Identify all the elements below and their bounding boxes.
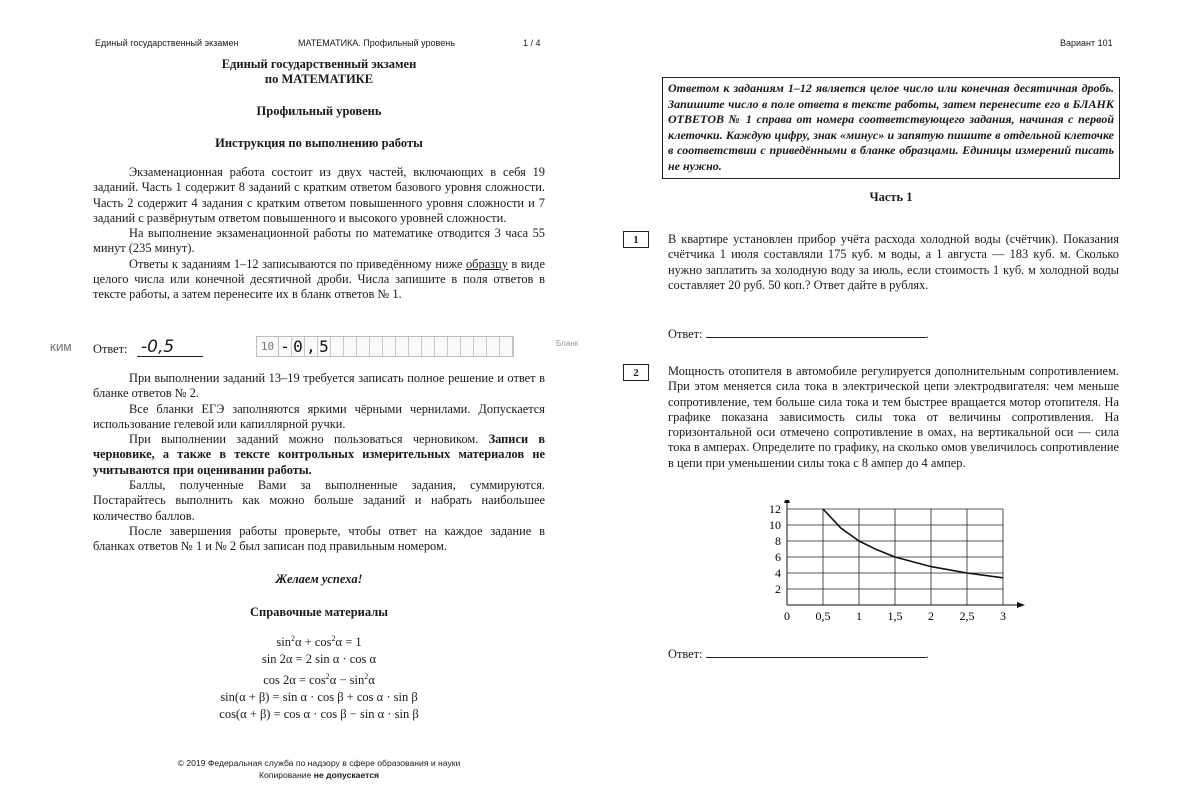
- formula-3: $\cos 2\alpha = \cos^2\alpha - \sin^2\alpha$: [263, 672, 375, 688]
- task-number-1: 1: [623, 231, 649, 248]
- header-exam: Единый государственный экзамен: [95, 38, 239, 48]
- y-tick-label: 2: [775, 582, 781, 596]
- sample-handwritten-answer: -0,5: [141, 337, 175, 357]
- x-tick-label: 1,5: [887, 609, 903, 623]
- form-cell: [409, 337, 422, 356]
- form-cell: [422, 337, 435, 356]
- task-1-answer: Ответ: .: [668, 327, 929, 341]
- footer-copy-notice: Копирование не допускается: [259, 770, 379, 780]
- task-1-answer-field[interactable]: [706, 325, 926, 338]
- formula-4: sin(α + β) = sin α · cos β + cos α · sin β: [220, 690, 418, 705]
- y-tick-label: 4: [775, 566, 781, 580]
- instruction-paragraph: При выполнении заданий 13–19 требуется записать полное решение и ответ в бланке ответов № 2.: [93, 371, 545, 401]
- task-1-text: В квартире установлен прибор учёта расхода холодной воды (счётчик). Показания счётчика 1 июля составляли 175 куб. м воды, а 1 августа — 183 куб. м. Сколько нужно заплатить за холодную воду за июль, если стоимость 1 куб. м холодной воды составляет 20 руб. 50 коп.? Ответ дайте в рублях.: [668, 232, 1119, 292]
- y-tick-label: 12: [769, 502, 781, 516]
- kim-label: КИМ: [50, 343, 72, 354]
- task-2-answer: Ответ: .: [668, 647, 929, 661]
- form-cell: [461, 337, 474, 356]
- reference-title: Справочные материалы: [249, 605, 389, 619]
- x-tick-label: 0: [784, 609, 790, 623]
- y-tick-label: 8: [775, 534, 781, 548]
- series-line: [823, 509, 1003, 578]
- chart-series: [823, 509, 1003, 578]
- form-cell: [487, 337, 500, 356]
- footer: [93, 757, 545, 781]
- x-tick-label: 0,5: [815, 609, 831, 623]
- footer-copyright: © 2019 Федеральная служба по надзору в сфере образования и науки: [177, 758, 461, 768]
- good-luck-text: Желаем успеха!: [275, 572, 363, 586]
- task-1: [668, 232, 1119, 293]
- formulas: [93, 630, 545, 723]
- instruction-paragraph: После завершения работы проверьте, чтобы ответ на каждое задание в бланках ответов № 1 и № 2 был записан под правильным номером.: [93, 523, 545, 554]
- form-cell: 5: [318, 337, 331, 356]
- instruction-block-1: [93, 165, 545, 303]
- task-1-answer-label: Ответ:: [668, 327, 703, 341]
- task-number-2: 2: [623, 364, 649, 381]
- instruction-paragraph: Баллы, полученные Вами за выполненные задания, суммируются. Постарайтесь выполнить как можно больше заданий и набрать наибольшее количество баллов.: [93, 478, 545, 523]
- task-2-answer-field[interactable]: [706, 645, 926, 658]
- instruction-block-2: [93, 371, 545, 555]
- form-cell: [396, 337, 409, 356]
- instruction-title: Инструкция по выполнению работы: [215, 136, 423, 150]
- sample-answer-label: Ответ:: [93, 342, 128, 356]
- form-cell: [344, 337, 357, 356]
- level-title: Профильный уровень: [256, 104, 382, 118]
- x-tick-label: 2,5: [959, 609, 975, 623]
- form-cell: [331, 337, 344, 356]
- header-page: 1 / 4: [523, 38, 541, 48]
- answer-notice-text: Ответом к заданиям 1–12 является целое число или конечная десятичная дробь. Запишите число в поле ответа в тексте работы, затем перенесите его в БЛАНК ОТВЕТОВ № 1 справа от номера соответствующего задания, начиная с первой клеточки. Каждую цифру, знак «минус» и запятую пишите в отдельной клеточке в соответствии с приведёнными в бланке образцами. Единицы измерений писать не нужно.: [668, 81, 1114, 173]
- instruction-paragraph: На выполнение экзаменационной работы по математике отводится 3 часа 55 минут (235 минут).: [93, 226, 545, 256]
- sample-link: образцу: [465, 256, 508, 271]
- x-tick-label: 2: [928, 609, 934, 623]
- form-cell: [370, 337, 383, 356]
- form-cell: [500, 337, 513, 356]
- instruction-paragraph: Экзаменационная работа состоит из двух частей, включающих в себя 19 заданий. Часть 1 содержит 8 заданий с кратким ответом базового уровня сложности. Часть 2 содержит 4 задания с кратким ответом повышенного уровня сложности и 7 заданий с развёрнутым ответом повышенного и высокого уровней сложности.: [93, 165, 545, 225]
- x-tick-label: 1: [856, 609, 862, 623]
- x-axis-arrow: [1017, 602, 1025, 608]
- formula-5: cos(α + β) = cos α · cos β − sin α · sin β: [219, 707, 419, 722]
- part-title: Часть 1: [869, 190, 913, 204]
- task-2: [668, 364, 1119, 471]
- task-2-text: Мощность отопителя в автомобиле регулируется дополнительным сопротивлением. При этом меняется сила тока в электрической цепи электродвигателя: чем меньше сопротивление, тем больше сила тока и тем быстрее вращается мотор отопителя. На графике показана зависимость силы тока от величины сопротивления. На горизонтальной оси отмечено сопротивление в омах, на вертикальной оси — сила тока в амперах. Определите по графику, на сколько омов увеличилось сопротивление в цепи при уменьшении силы тока с 8 ампер до 4 ампер.: [668, 364, 1119, 470]
- answer-notice-box: [662, 77, 1120, 179]
- instruction-paragraph: Все бланки ЕГЭ заполняются яркими чёрными чернилами. Допускается использование гелевой или капиллярной ручки.: [93, 401, 545, 431]
- header-variant: Вариант 101: [1060, 38, 1113, 48]
- form-cell: [357, 337, 370, 356]
- chart-axes: [784, 500, 1025, 608]
- y-tick-label: 6: [775, 550, 781, 564]
- form-cell: 0: [292, 337, 305, 356]
- form-task-number: 10: [257, 337, 279, 356]
- current-vs-resistance-chart: [750, 500, 1030, 630]
- form-cell: ,: [305, 337, 318, 356]
- instruction-paragraph: Ответы к заданиям 1–12 записываются по приведённому ниже образцу в виде целого числа или конечной десятичной дроби. Числа запишите в поля ответов в тексте работы, а затем перенесите их в бланк ответов № 1.: [93, 256, 545, 302]
- form-cell: -: [279, 337, 292, 356]
- form-cell: [474, 337, 487, 356]
- y-axis-arrow: [784, 500, 790, 503]
- blank-label: Бланк: [556, 339, 579, 348]
- header-subject: МАТЕМАТИКА. Профильный уровень: [298, 38, 455, 48]
- y-tick-label: 10: [769, 518, 781, 532]
- form-cell: [448, 337, 461, 356]
- exam-title: [93, 57, 545, 87]
- sample-answer-form: [256, 336, 514, 357]
- formula-2: sin 2α = 2 sin α · cos α: [261, 652, 377, 667]
- sample-answer-line: [137, 338, 203, 357]
- form-cell: [383, 337, 396, 356]
- instruction-paragraph: При выполнении заданий можно пользоваться черновиком. Записи в черновике, а также в тексте контрольных измерительных материалов не учитываются при оценивании работы.: [93, 432, 546, 477]
- form-cell: [435, 337, 448, 356]
- x-tick-label: 3: [1000, 609, 1006, 623]
- formula-1: $\sin^2\alpha + \cos^2\alpha = 1$: [276, 634, 362, 650]
- exam-title-line1: Единый государственный экзамен: [221, 57, 417, 71]
- exam-title-line2: по МАТЕМАТИКЕ: [264, 72, 374, 86]
- task-2-answer-label: Ответ:: [668, 647, 703, 661]
